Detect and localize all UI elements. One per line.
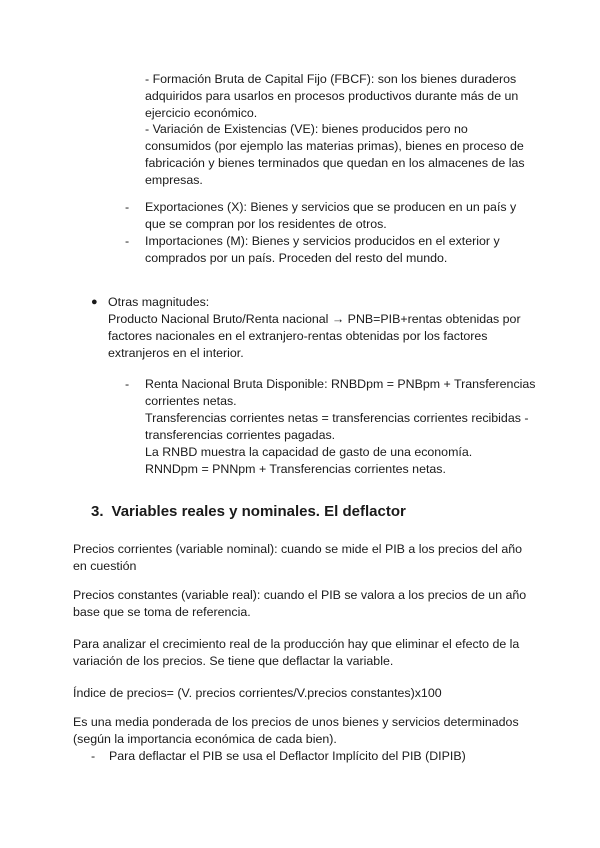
text-line: Transferencias corrientes netas = transferencias corrientes recibidas - <box>145 411 529 425</box>
text-line: Precios constantes (variable real): cuando el PIB se valora a los precios de un año <box>73 588 527 602</box>
text-line: Índice de precios= (V. precios corrientes/V.precios constantes)x100 <box>73 686 442 700</box>
text-line: ejercicio económico. <box>145 106 258 120</box>
text-line: La RNBD muestra la capacidad de gasto de una economía. <box>145 445 473 459</box>
text-line: corrientes netas. <box>145 394 237 408</box>
text-line: que se compran por los residentes de otros. <box>145 217 387 231</box>
text-line: Para deflactar el PIB se usa el Deflactor Implícito del PIB (DIPIB) <box>109 749 466 763</box>
section-number: 3. <box>91 503 104 520</box>
text-line: transferencias corrientes pagadas. <box>145 428 336 442</box>
text-line: (según la importancia económica de cada bien). <box>73 732 337 746</box>
text-line: adquiridos para usarlos en procesos productivos durante más de un <box>145 89 519 103</box>
text-line: consumidos (por ejemplo las materias primas), bienes en proceso de <box>145 139 524 153</box>
media-paragraph <box>73 714 519 748</box>
text-line: Otras magnitudes: <box>108 295 210 309</box>
analizar-paragraph <box>73 636 519 670</box>
text-line: variación de los precios. Se tiene que deflactar la variable. <box>73 654 394 668</box>
fbcf-paragraph <box>145 71 518 122</box>
text-line: empresas. <box>145 173 203 187</box>
text-line: Importaciones (M): Bienes y servicios producidos en el exterior y <box>145 234 500 248</box>
text-line: fabricación y bienes terminados que quedan en los almacenes de las <box>145 156 525 170</box>
text-line: factores nacionales en el extranjero-rentas obtenidas por los factores <box>108 329 488 343</box>
text-line: RNNDpm = PNNpm + Transferencias corrientes netas. <box>145 462 446 476</box>
deflactar-item <box>109 748 466 765</box>
precios-constantes <box>73 587 526 621</box>
list-dash: - <box>125 234 130 248</box>
text-line: Producto Nacional Bruto/Renta nacional → PNB=PIB+rentas obtenidas por <box>108 312 521 326</box>
text-line: Exportaciones (X): Bienes y servicios que se producen en un país y <box>145 200 517 214</box>
section-heading <box>91 503 406 520</box>
section-title: Variables reales y nominales. El deflactor <box>111 503 406 520</box>
list-bullet: ● <box>91 296 98 308</box>
exportaciones-item <box>145 199 516 233</box>
list-dash: - <box>91 749 96 763</box>
text-line: - Variación de Existencias (VE): bienes producidos pero no <box>145 122 468 136</box>
text-line: base que se toma de referencia. <box>73 605 251 619</box>
list-dash: - <box>125 200 130 214</box>
text-line: Para analizar el crecimiento real de la producción hay que eliminar el efecto de la <box>73 637 520 651</box>
list-dash: - <box>125 377 130 391</box>
precios-corrientes <box>73 541 522 575</box>
text-line: comprados por un país. Proceden del resto del mundo. <box>145 251 448 265</box>
text-line: extranjeros en el interior. <box>108 346 244 360</box>
ve-paragraph <box>145 121 525 189</box>
rnbd-item <box>145 376 535 478</box>
importaciones-item <box>145 233 500 267</box>
text-line: - Formación Bruta de Capital Fijo (FBCF): son los bienes duraderos <box>145 72 517 86</box>
text-line: Renta Nacional Bruta Disponible: RNBDpm = PNBpm + Transferencias <box>145 377 536 391</box>
otras-magnitudes <box>108 294 521 362</box>
indice-precios <box>73 685 442 702</box>
text-line: Precios corrientes (variable nominal): cuando se mide el PIB a los precios del año <box>73 542 523 556</box>
text-line: Es una media ponderada de los precios de unos bienes y servicios determinados <box>73 715 519 729</box>
text-line: en cuestión <box>73 559 137 573</box>
